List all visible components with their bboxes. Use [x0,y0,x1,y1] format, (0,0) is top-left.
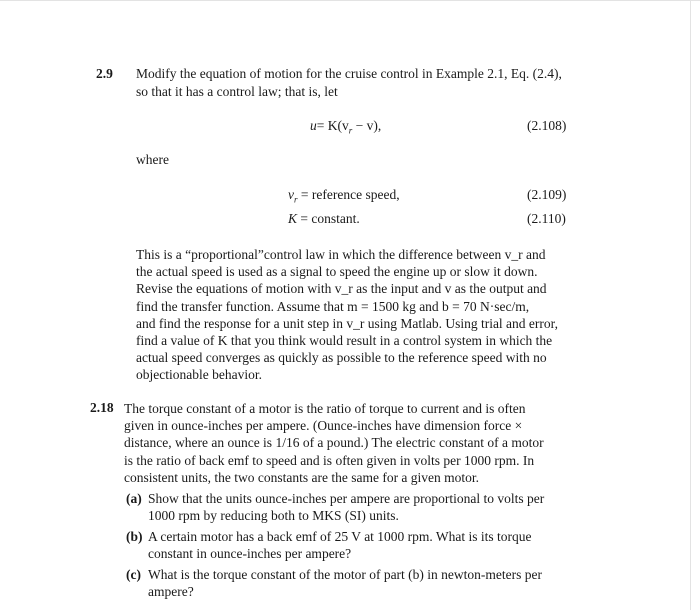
body-line: Revise the equations of motion with v_r as the input and v as the output and [136,281,547,297]
problem-2-9-body [136,246,572,384]
item-label-b: (b) [126,529,143,544]
page-edge-right [690,0,691,610]
equation-number-2-110: (2.110) [527,211,566,226]
equation-2-110 [288,211,360,227]
problem-2-9-intro-line2: so that it has a control law; that is, let [136,84,338,99]
body-line: distance, where an ounce is 1/16 of a pound.) The electric constant of a motor [124,435,544,451]
eq-rhs: = K(v [316,118,349,133]
equation-2-109 [288,187,400,205]
body-line: given in ounce-inches per ampere. (Ounce-inches have dimension force × [124,418,523,434]
body-line: actual speed converges as quickly as possible to the reference speed with no [136,350,547,366]
item-a-line1: Show that the units ounce-inches per ampere are proportional to volts per [148,491,545,506]
body-line: This is a “proportional”control law in which the difference between v_r and [136,247,546,262]
body-line: is the ratio of back emf to speed and is often given in volts per 1000 rpm. In [124,452,535,468]
eq1-rhs: = reference speed, [297,187,400,202]
eq1-lhs: v [288,187,294,202]
body-line: find a value of K that you think would result in a control system in which the [136,333,553,349]
item-c-line1: What is the torque constant of the motor of part (b) in newton-meters per [148,567,543,582]
body-line: the actual speed is used as a signal to speed the engine up or slow it down. [136,264,538,280]
problem-number-2-18: 2.18 [90,400,114,415]
eq-sub: r [348,125,353,136]
equation-number-2-108: (2.108) [527,118,567,133]
eq-u: u [310,118,317,133]
eq-tail: − v), [352,118,382,133]
eq2-lhs: K [288,211,298,226]
item-a-line2: 1000 rpm by reducing both to MKS (SI) units. [148,508,399,523]
item-b-line1: A certain motor has a back emf of 25 V at 1000 rpm. What is its torque [148,529,532,544]
page-edge-top [0,0,700,1]
problem-2-18-body [124,400,560,486]
body-line: objectionable behavior. [136,367,262,383]
where-label: where [136,152,169,167]
item-label-c: (c) [126,567,141,582]
body-line: consistent units, the two constants are the same for a given motor. [124,469,480,485]
problem-number-2-9: 2.9 [96,66,113,81]
problem-2-9-intro-line1: Modify the equation of motion for the cruise control in Example 2.1, Eq. (2.4), [136,66,562,81]
equation-number-2-109: (2.109) [527,187,567,202]
item-c-line2: ampere? [148,584,194,599]
equation-2-108 [310,118,381,136]
body-line: The torque constant of a motor is the ratio of torque to current and is often [124,401,526,416]
body-line: and find the response for a unit step in v_r using Matlab. Using trial and error, [136,315,558,331]
item-label-a: (a) [126,491,142,506]
item-b-line2: constant in ounce-inches per ampere? [148,546,352,561]
eq1-sub: r [294,194,298,205]
body-line: find the transfer function. Assume that m = 1500 kg and b = 70 N·sec/m, [136,298,530,314]
eq2-rhs: = constant. [297,211,360,226]
